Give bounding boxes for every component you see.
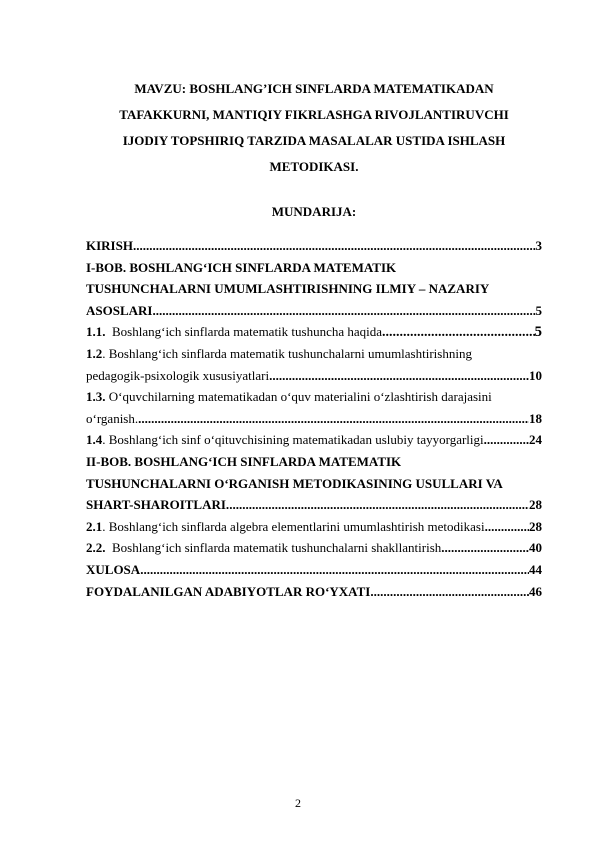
document-title	[86, 76, 542, 180]
toc-chapter-2-line-2[interactable]	[86, 476, 542, 498]
toc-section-number: 1.4	[86, 432, 103, 448]
toc-section-title: Boshlang‘ich sinflarda matematik tushunchalarni shakllantirish	[112, 540, 442, 556]
title-line-2: TAFAKKURNI, MANTIQIY FIKRLASHGA RIVOJLANTIRUVCHI	[119, 107, 509, 122]
toc-entry-label	[86, 432, 484, 448]
toc-section-number: 2.2.	[86, 540, 106, 556]
title-line-1: MAVZU: BOSHLANG’ICH SINFLARDA MATEMATIKADAN	[134, 81, 494, 96]
toc-section-1-3-line-2[interactable]	[86, 411, 542, 433]
toc-entry-label	[86, 346, 472, 362]
toc-entry-label: o‘rganish.	[86, 410, 139, 426]
toc-leader-dots	[133, 238, 536, 254]
toc-entry-label: KIRISH	[86, 238, 133, 253]
toc-leader-dots	[485, 519, 529, 535]
toc-leader-dots	[140, 562, 529, 578]
toc-chapter-1-line-2[interactable]	[86, 281, 542, 303]
toc-page-number: 28	[529, 518, 542, 534]
toc-section-number: 1.2	[86, 345, 103, 361]
toc-page-number: 3	[535, 238, 542, 253]
toc-page-number: 46	[529, 583, 542, 599]
toc-entry-label: ASOSLARI	[86, 302, 153, 318]
toc-entry-label: TUSHUNCHALARNI UMUMLASHTIRISHNING ILMIY – NAZARIY	[86, 281, 490, 297]
toc-page-number: 10	[529, 367, 542, 383]
toc-section-2-2[interactable]	[86, 540, 542, 562]
toc-leader-dots	[382, 325, 534, 341]
toc-entry-label	[86, 519, 485, 535]
toc-leader-dots	[152, 303, 535, 319]
toc-entry-label: FOYDALANILGAN ADABIYOTLAR RO‘YXATI	[86, 583, 371, 599]
toc-entry-label: SHART-SHAROITLARI.	[86, 497, 230, 513]
toc-section-number: 2.1	[86, 518, 103, 534]
toc-entry-label: TUSHUNCHALARNI O‘RGANISH METODIKASINING USULLARI VA	[86, 475, 503, 491]
toc-section-title: . Boshlang‘ich sinflarda algebra elementlarini umumlashtirish metodikasi	[102, 518, 485, 534]
toc-section-number: 1.3.	[86, 389, 106, 405]
toc-entry-kirish[interactable]	[86, 238, 542, 260]
toc-entry-label: I-BOB. BOSHLANG‘ICH SINFLARDA MATEMATIK	[86, 259, 397, 275]
title-line-3: IJODIY TOPSHIRIQ TARZIDA MASALALAR USTIDA ISHLASH	[122, 133, 506, 148]
toc-entry-adabiyotlar[interactable]	[86, 584, 542, 606]
toc-leader-dots	[229, 497, 529, 513]
toc-section-title: . Boshlang‘ich sinflarda matematik tushunchalarni umumlashtirishning	[102, 345, 472, 361]
toc-page-number: 5	[535, 302, 542, 318]
toc-leader-dots	[370, 584, 529, 600]
toc-entry-label: pedagogik-psixologik xususiyatlari	[86, 367, 270, 383]
toc-page-number: 24	[529, 432, 542, 448]
toc-page-number: 44	[529, 561, 542, 577]
page-number: 2	[295, 796, 301, 810]
toc-leader-dots	[269, 368, 529, 384]
toc-entry-label	[86, 324, 382, 340]
toc-section-number: 1.1.	[86, 324, 106, 340]
toc-section-2-1[interactable]	[86, 519, 542, 541]
toc-entry-label	[86, 540, 441, 556]
toc-section-title: . Boshlang‘ich sinf o‘qituvchisining matematikadan uslubiy tayyorgarligi	[102, 432, 484, 448]
toc-chapter-1-line-1[interactable]	[86, 260, 542, 282]
toc-entry-label: XULOSA	[86, 561, 141, 577]
toc-page-number: 18	[529, 410, 542, 426]
toc-section-title: Boshlang‘ich sinflarda matematik tushuncha haqida	[112, 324, 383, 340]
toc-entry-xulosa[interactable]	[86, 562, 542, 584]
toc-entry-label: II-BOB. BOSHLANG‘ICH SINFLARDA MATEMATIK	[86, 453, 402, 469]
toc-leader-dots	[138, 411, 529, 427]
toc-page-number: 40	[529, 540, 542, 556]
toc-section-1-3-line-1[interactable]	[86, 389, 542, 411]
toc-section-1-1[interactable]	[86, 324, 542, 346]
toc-chapter-2-line-3[interactable]	[86, 497, 542, 519]
toc-page-number: 5	[534, 324, 542, 341]
toc-section-1-2-line-2[interactable]	[86, 368, 542, 390]
toc-page-number: 28	[529, 497, 542, 513]
toc-section-1-4[interactable]	[86, 432, 542, 454]
toc-section-title: O‘quvchilarning matematikadan o‘quv materialini o‘zlashtirish darajasini	[108, 389, 492, 405]
toc-section-1-2-line-1[interactable]	[86, 346, 542, 368]
toc-leader-dots	[441, 540, 529, 556]
toc-chapter-2-line-1[interactable]	[86, 454, 542, 476]
title-line-4: METODIKASI.	[269, 159, 359, 174]
toc-chapter-1-line-3[interactable]	[86, 303, 542, 325]
toc-entry-label	[86, 389, 492, 405]
contents-heading: MUNDARIJA:	[271, 204, 357, 219]
toc-leader-dots	[484, 432, 529, 448]
table-of-contents	[86, 238, 542, 605]
